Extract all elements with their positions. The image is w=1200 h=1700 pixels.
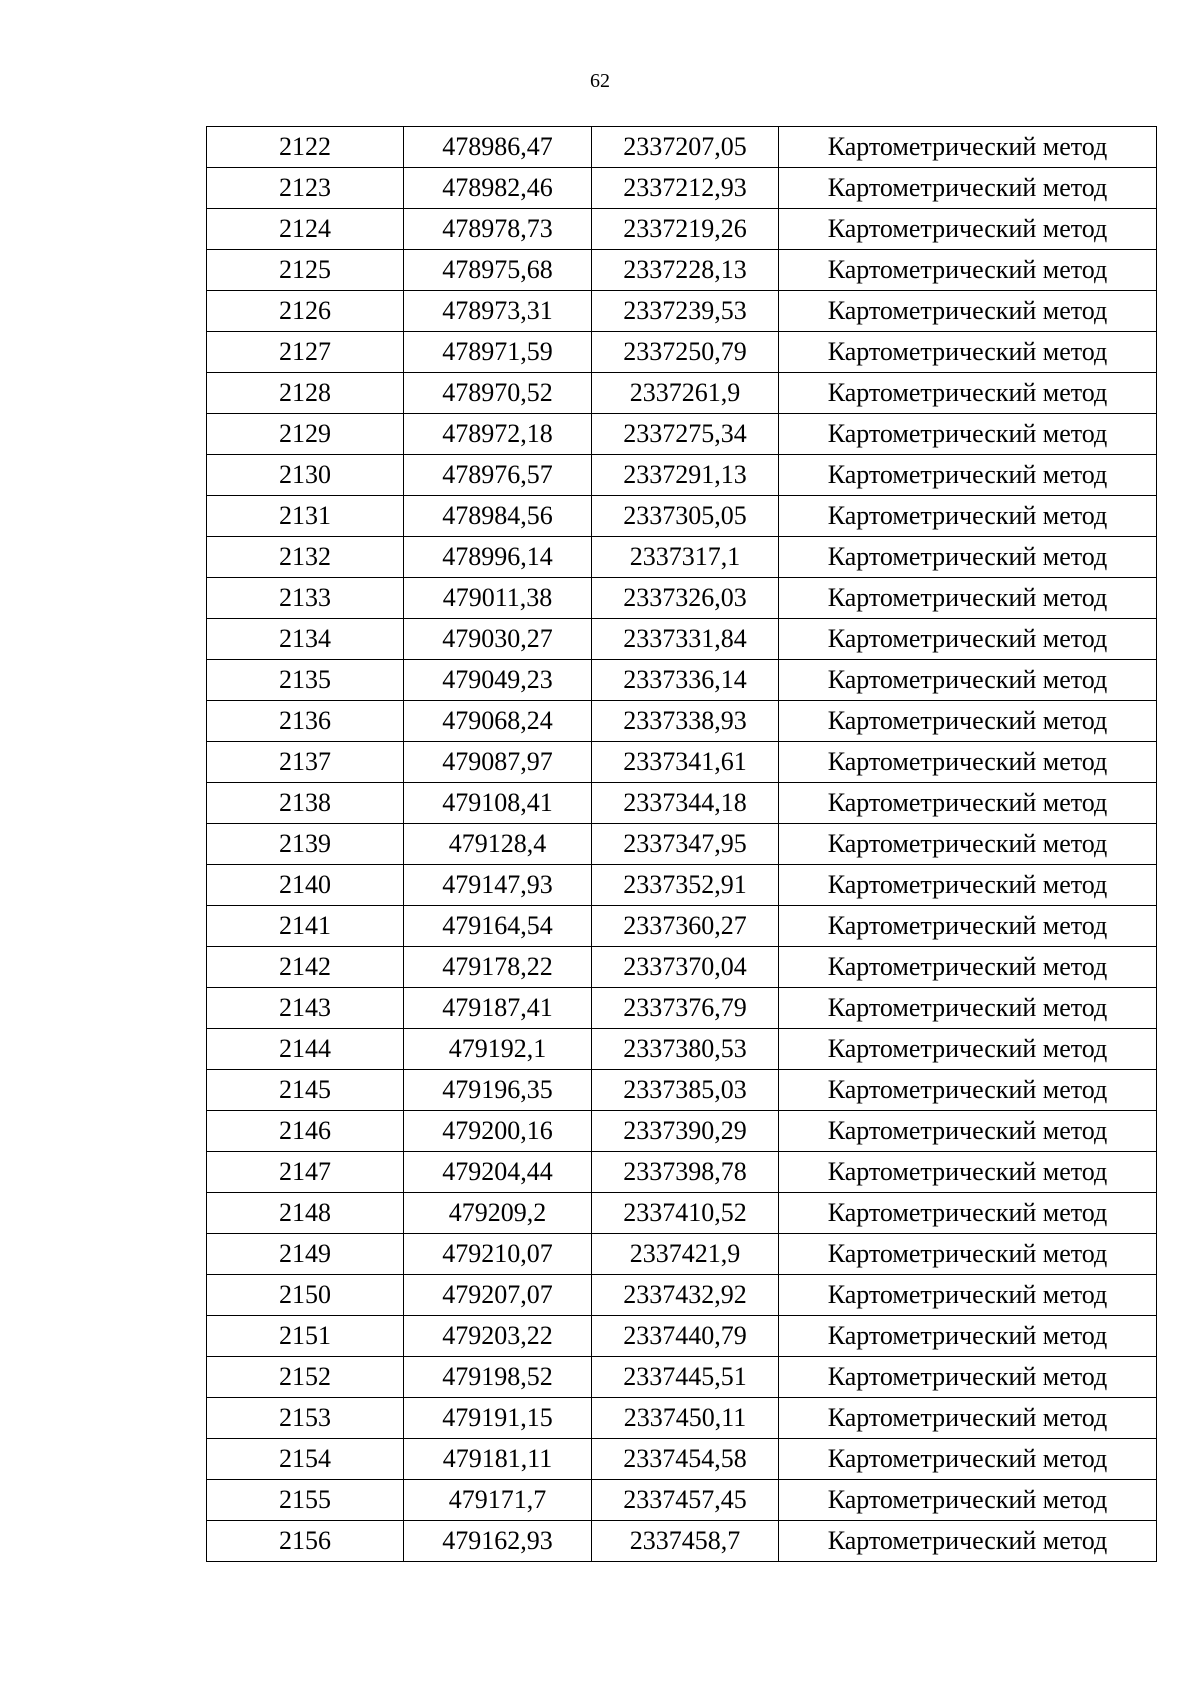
x-coordinate-cell: 479203,22: [404, 1316, 592, 1357]
table-row: [207, 250, 1157, 291]
table-row: [207, 1070, 1157, 1111]
y-coordinate-cell: 2337376,79: [592, 988, 779, 1029]
x-coordinate-cell: 479196,35: [404, 1070, 592, 1111]
y-coordinate-cell: 2337445,51: [592, 1357, 779, 1398]
table-row: [207, 1029, 1157, 1070]
method-cell: Картометрический метод: [779, 865, 1157, 906]
point-number-cell: 2134: [207, 619, 404, 660]
table-row: [207, 455, 1157, 496]
point-number-cell: 2129: [207, 414, 404, 455]
x-coordinate-cell: 479207,07: [404, 1275, 592, 1316]
method-cell: Картометрический метод: [779, 1111, 1157, 1152]
y-coordinate-cell: 2337410,52: [592, 1193, 779, 1234]
x-coordinate-cell: 479181,11: [404, 1439, 592, 1480]
x-coordinate-cell: 478975,68: [404, 250, 592, 291]
x-coordinate-cell: 479011,38: [404, 578, 592, 619]
table-row: [207, 1275, 1157, 1316]
table-row: [207, 1439, 1157, 1480]
method-cell: Картометрический метод: [779, 332, 1157, 373]
x-coordinate-cell: 479164,54: [404, 906, 592, 947]
point-number-cell: 2135: [207, 660, 404, 701]
method-cell: Картометрический метод: [779, 291, 1157, 332]
method-cell: Картометрический метод: [779, 1316, 1157, 1357]
table-row: [207, 537, 1157, 578]
y-coordinate-cell: 2337239,53: [592, 291, 779, 332]
y-coordinate-cell: 2337261,9: [592, 373, 779, 414]
x-coordinate-cell: 478986,47: [404, 127, 592, 168]
point-number-cell: 2141: [207, 906, 404, 947]
point-number-cell: 2143: [207, 988, 404, 1029]
point-number-cell: 2128: [207, 373, 404, 414]
x-coordinate-cell: 479087,97: [404, 742, 592, 783]
y-coordinate-cell: 2337326,03: [592, 578, 779, 619]
table-row: [207, 1521, 1157, 1562]
point-number-cell: 2139: [207, 824, 404, 865]
point-number-cell: 2132: [207, 537, 404, 578]
y-coordinate-cell: 2337440,79: [592, 1316, 779, 1357]
x-coordinate-cell: 479187,41: [404, 988, 592, 1029]
y-coordinate-cell: 2337352,91: [592, 865, 779, 906]
method-cell: Картометрический метод: [779, 1398, 1157, 1439]
method-cell: Картометрический метод: [779, 947, 1157, 988]
point-number-cell: 2155: [207, 1480, 404, 1521]
table-row: [207, 168, 1157, 209]
y-coordinate-cell: 2337219,26: [592, 209, 779, 250]
method-cell: Картометрический метод: [779, 1439, 1157, 1480]
y-coordinate-cell: 2337380,53: [592, 1029, 779, 1070]
point-number-cell: 2133: [207, 578, 404, 619]
method-cell: Картометрический метод: [779, 1193, 1157, 1234]
table-row: [207, 1111, 1157, 1152]
method-cell: Картометрический метод: [779, 578, 1157, 619]
point-number-cell: 2147: [207, 1152, 404, 1193]
x-coordinate-cell: 479198,52: [404, 1357, 592, 1398]
y-coordinate-cell: 2337457,45: [592, 1480, 779, 1521]
point-number-cell: 2126: [207, 291, 404, 332]
method-cell: Картометрический метод: [779, 250, 1157, 291]
table-row: [207, 988, 1157, 1029]
table-row: [207, 578, 1157, 619]
x-coordinate-cell: 479030,27: [404, 619, 592, 660]
x-coordinate-cell: 479108,41: [404, 783, 592, 824]
point-number-cell: 2154: [207, 1439, 404, 1480]
method-cell: Картометрический метод: [779, 496, 1157, 537]
y-coordinate-cell: 2337317,1: [592, 537, 779, 578]
y-coordinate-cell: 2337390,29: [592, 1111, 779, 1152]
y-coordinate-cell: 2337344,18: [592, 783, 779, 824]
y-coordinate-cell: 2337305,05: [592, 496, 779, 537]
method-cell: Картометрический метод: [779, 373, 1157, 414]
y-coordinate-cell: 2337347,95: [592, 824, 779, 865]
table-row: [207, 209, 1157, 250]
method-cell: Картометрический метод: [779, 1480, 1157, 1521]
y-coordinate-cell: 2337432,92: [592, 1275, 779, 1316]
method-cell: Картометрический метод: [779, 1275, 1157, 1316]
table-row: [207, 1357, 1157, 1398]
y-coordinate-cell: 2337458,7: [592, 1521, 779, 1562]
method-cell: Картометрический метод: [779, 783, 1157, 824]
y-coordinate-cell: 2337454,58: [592, 1439, 779, 1480]
table-row: [207, 947, 1157, 988]
point-number-cell: 2148: [207, 1193, 404, 1234]
point-number-cell: 2136: [207, 701, 404, 742]
y-coordinate-cell: 2337212,93: [592, 168, 779, 209]
y-coordinate-cell: 2337291,13: [592, 455, 779, 496]
x-coordinate-cell: 478970,52: [404, 373, 592, 414]
x-coordinate-cell: 479192,1: [404, 1029, 592, 1070]
point-number-cell: 2125: [207, 250, 404, 291]
page-number: 62: [590, 70, 610, 92]
method-cell: Картометрический метод: [779, 1234, 1157, 1275]
x-coordinate-cell: 479162,93: [404, 1521, 592, 1562]
point-number-cell: 2156: [207, 1521, 404, 1562]
y-coordinate-cell: 2337385,03: [592, 1070, 779, 1111]
point-number-cell: 2127: [207, 332, 404, 373]
table-row: [207, 1480, 1157, 1521]
table-row: [207, 1152, 1157, 1193]
x-coordinate-cell: 479128,4: [404, 824, 592, 865]
point-number-cell: 2153: [207, 1398, 404, 1439]
x-coordinate-cell: 478972,18: [404, 414, 592, 455]
x-coordinate-cell: 478978,73: [404, 209, 592, 250]
x-coordinate-cell: 479191,15: [404, 1398, 592, 1439]
x-coordinate-cell: 478982,46: [404, 168, 592, 209]
x-coordinate-cell: 479068,24: [404, 701, 592, 742]
table-row: [207, 906, 1157, 947]
point-number-cell: 2142: [207, 947, 404, 988]
method-cell: Картометрический метод: [779, 1152, 1157, 1193]
point-number-cell: 2123: [207, 168, 404, 209]
y-coordinate-cell: 2337450,11: [592, 1398, 779, 1439]
point-number-cell: 2145: [207, 1070, 404, 1111]
method-cell: Картометрический метод: [779, 1521, 1157, 1562]
x-coordinate-cell: 478973,31: [404, 291, 592, 332]
table-row: [207, 1316, 1157, 1357]
x-coordinate-cell: 479209,2: [404, 1193, 592, 1234]
point-number-cell: 2151: [207, 1316, 404, 1357]
table-row: [207, 783, 1157, 824]
x-coordinate-cell: 479200,16: [404, 1111, 592, 1152]
method-cell: Картометрический метод: [779, 906, 1157, 947]
y-coordinate-cell: 2337338,93: [592, 701, 779, 742]
method-cell: Картометрический метод: [779, 660, 1157, 701]
x-coordinate-cell: 479171,7: [404, 1480, 592, 1521]
y-coordinate-cell: 2337331,84: [592, 619, 779, 660]
point-number-cell: 2144: [207, 1029, 404, 1070]
coordinates-table: [206, 126, 1157, 1562]
y-coordinate-cell: 2337341,61: [592, 742, 779, 783]
table-row: [207, 1193, 1157, 1234]
y-coordinate-cell: 2337336,14: [592, 660, 779, 701]
method-cell: Картометрический метод: [779, 168, 1157, 209]
point-number-cell: 2122: [207, 127, 404, 168]
point-number-cell: 2152: [207, 1357, 404, 1398]
x-coordinate-cell: 479204,44: [404, 1152, 592, 1193]
x-coordinate-cell: 479147,93: [404, 865, 592, 906]
method-cell: Картометрический метод: [779, 537, 1157, 578]
point-number-cell: 2138: [207, 783, 404, 824]
point-number-cell: 2140: [207, 865, 404, 906]
y-coordinate-cell: 2337250,79: [592, 332, 779, 373]
table-row: [207, 414, 1157, 455]
method-cell: Картометрический метод: [779, 1357, 1157, 1398]
method-cell: Картометрический метод: [779, 414, 1157, 455]
x-coordinate-cell: 478971,59: [404, 332, 592, 373]
point-number-cell: 2130: [207, 455, 404, 496]
x-coordinate-cell: 479049,23: [404, 660, 592, 701]
table-row: [207, 619, 1157, 660]
table-row: [207, 291, 1157, 332]
method-cell: Картометрический метод: [779, 209, 1157, 250]
table-row: [207, 373, 1157, 414]
table-row: [207, 865, 1157, 906]
y-coordinate-cell: 2337398,78: [592, 1152, 779, 1193]
table-row: [207, 660, 1157, 701]
table-row: [207, 1234, 1157, 1275]
method-cell: Картометрический метод: [779, 824, 1157, 865]
point-number-cell: 2124: [207, 209, 404, 250]
x-coordinate-cell: 478996,14: [404, 537, 592, 578]
table-row: [207, 742, 1157, 783]
y-coordinate-cell: 2337207,05: [592, 127, 779, 168]
method-cell: Картометрический метод: [779, 127, 1157, 168]
point-number-cell: 2137: [207, 742, 404, 783]
x-coordinate-cell: 478976,57: [404, 455, 592, 496]
y-coordinate-cell: 2337228,13: [592, 250, 779, 291]
x-coordinate-cell: 479210,07: [404, 1234, 592, 1275]
y-coordinate-cell: 2337360,27: [592, 906, 779, 947]
table-row: [207, 127, 1157, 168]
method-cell: Картометрический метод: [779, 742, 1157, 783]
point-number-cell: 2146: [207, 1111, 404, 1152]
method-cell: Картометрический метод: [779, 1029, 1157, 1070]
point-number-cell: 2150: [207, 1275, 404, 1316]
method-cell: Картометрический метод: [779, 988, 1157, 1029]
table-row: [207, 496, 1157, 537]
method-cell: Картометрический метод: [779, 455, 1157, 496]
method-cell: Картометрический метод: [779, 701, 1157, 742]
coordinates-table-body: [207, 127, 1157, 1562]
table-row: [207, 332, 1157, 373]
table-row: [207, 701, 1157, 742]
method-cell: Картометрический метод: [779, 619, 1157, 660]
point-number-cell: 2131: [207, 496, 404, 537]
y-coordinate-cell: 2337275,34: [592, 414, 779, 455]
method-cell: Картометрический метод: [779, 1070, 1157, 1111]
point-number-cell: 2149: [207, 1234, 404, 1275]
x-coordinate-cell: 479178,22: [404, 947, 592, 988]
table-row: [207, 1398, 1157, 1439]
x-coordinate-cell: 478984,56: [404, 496, 592, 537]
y-coordinate-cell: 2337421,9: [592, 1234, 779, 1275]
table-row: [207, 824, 1157, 865]
y-coordinate-cell: 2337370,04: [592, 947, 779, 988]
